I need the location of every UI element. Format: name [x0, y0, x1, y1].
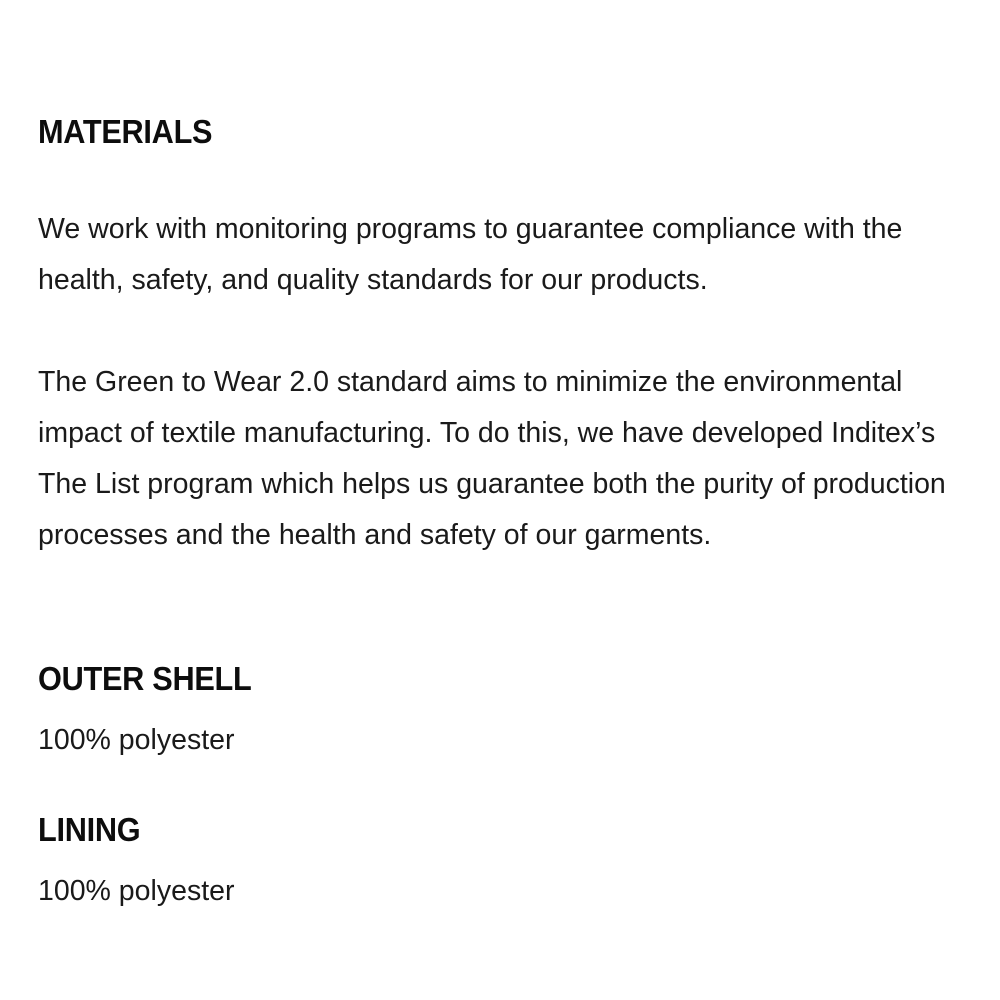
- materials-intro-text: We work with monitoring programs to guarantee compliance with the health, safety, and quality standards for our products.: [38, 213, 903, 296]
- outer-shell-composition: 100% polyester: [38, 724, 235, 756]
- materials-heading: MATERIALS: [38, 113, 213, 150]
- lining-composition: 100% polyester: [38, 875, 235, 907]
- outer-shell-heading: OUTER SHELL: [38, 660, 252, 697]
- materials-standard-text: The Green to Wear 2.0 standard aims to minimize the environmental impact of textile manufacturing. To do this, we have developed Inditex’s The List program which helps us guarantee both the purity of production processes and the health and safety of our garments.: [38, 366, 946, 551]
- lining-heading: LINING: [38, 811, 141, 848]
